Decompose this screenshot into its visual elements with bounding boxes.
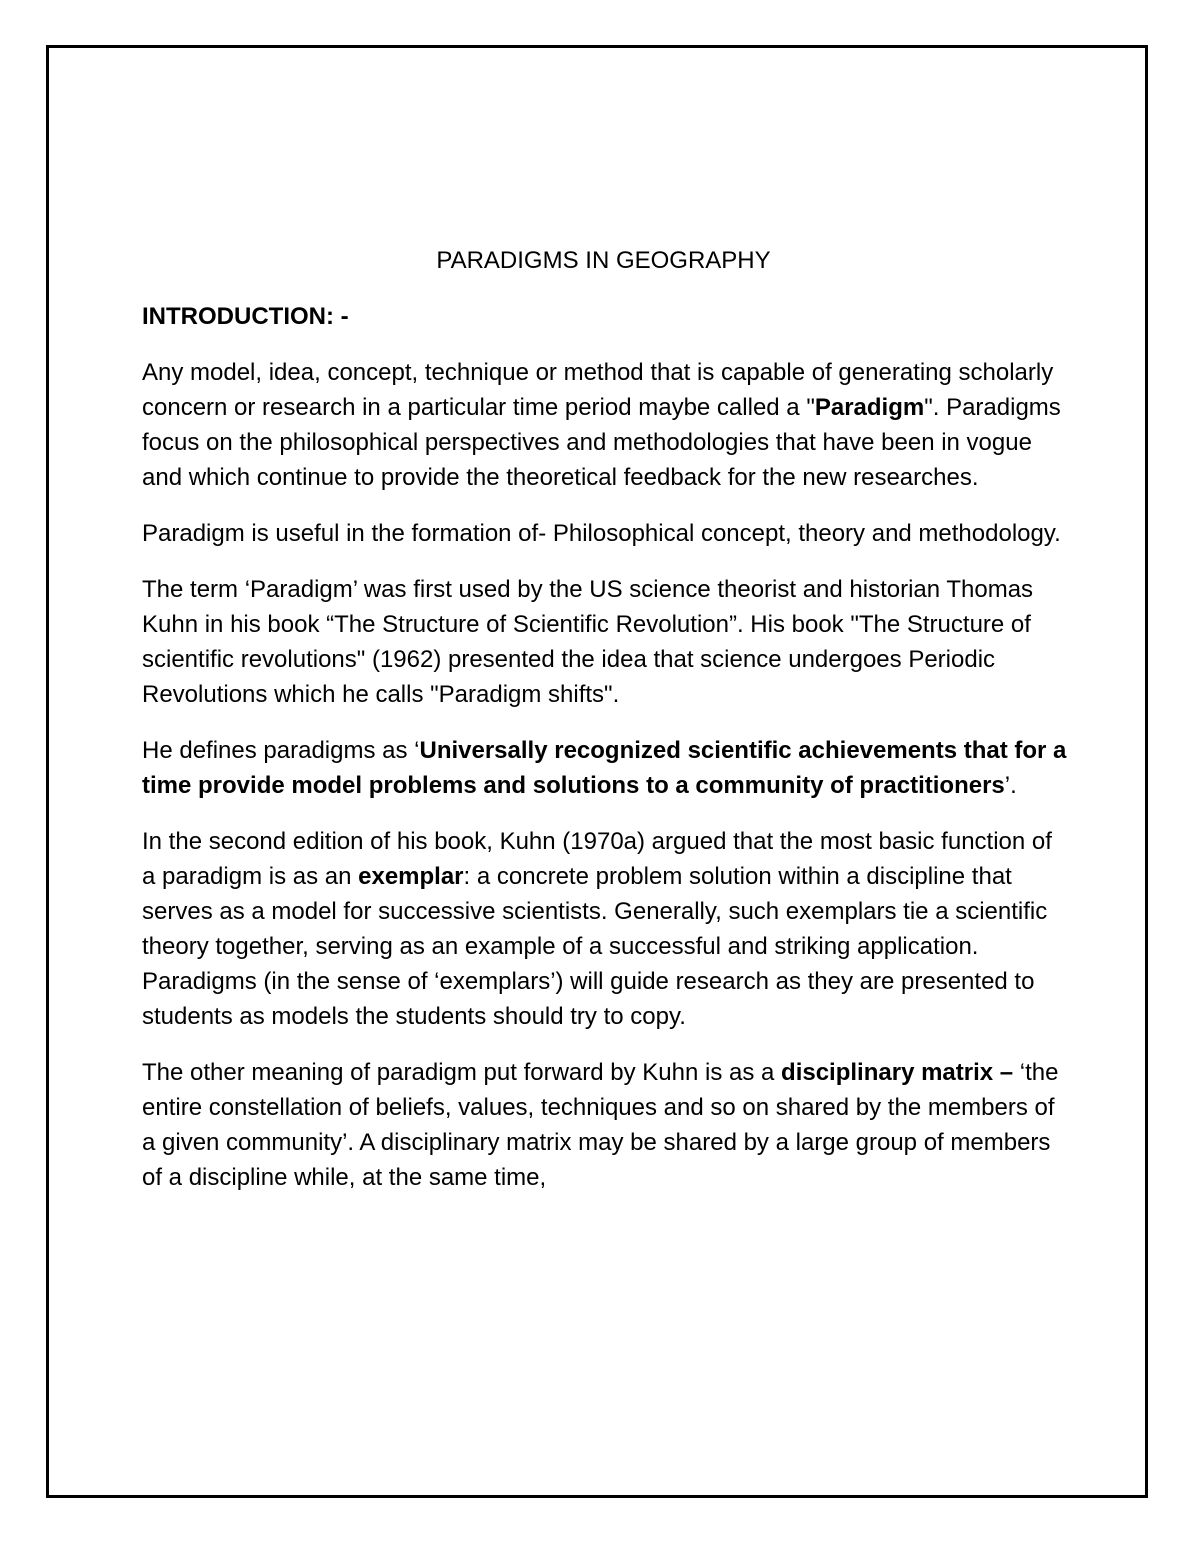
bold-term-disciplinary-matrix: disciplinary matrix – bbox=[781, 1059, 1014, 1086]
paragraph-text: Any model, idea, concept, technique or method that is capable of generating scholarly concern or research in a particular time period maybe called a " bbox=[142, 359, 1054, 421]
paragraph-disciplinary-matrix bbox=[142, 1055, 1067, 1195]
paragraph-text: He defines paradigms as ‘ bbox=[142, 737, 420, 764]
paragraph-kuhn-origin: The term ‘Paradigm’ was first used by the US science theorist and historian Thomas Kuhn in his book “The Structure of Scientific Revolution”. His book "The Structure of scientific revolutions" (1962) presented the idea that science undergoes Periodic Revolutions which he calls "Paradigm shifts". bbox=[142, 576, 1034, 708]
paragraph-exemplar bbox=[142, 824, 1067, 1034]
document-title: PARADIGMS IN GEOGRAPHY bbox=[436, 247, 771, 274]
paragraph-text: ’. bbox=[1004, 772, 1017, 799]
paragraph-text: ‘the entire constellation of beliefs, values, techniques and so on shared by the members of a given community’. A disciplinary matrix may be shared by a large group of members of a discipline while, at the same time, bbox=[142, 1059, 1059, 1191]
bold-term-exemplar: exemplar bbox=[358, 863, 464, 890]
bold-term-paradigm: Paradigm bbox=[814, 394, 925, 421]
paragraph-kuhn-definition bbox=[142, 733, 1067, 803]
paragraph-text: The other meaning of paradigm put forward by Kuhn is as a bbox=[142, 1059, 782, 1086]
document-body bbox=[142, 243, 1067, 1216]
paragraph-text: : a concrete problem solution within a discipline that serves as a model for successive scientists. Generally, such exemplars tie a scientific theory together, serving as an example of a successful and striking application. Paradigms (in the sense of ‘exemplars’) will guide research as they are presented to students as models the students should try to copy. bbox=[142, 863, 1048, 1030]
paragraph-text: ". Paradigms focus on the philosophical perspectives and methodologies that have been in vogue and which continue to provide the theoretical feedback for the new researches. bbox=[142, 394, 1061, 491]
paragraph-paradigm-usefulness: Paradigm is useful in the formation of- Philosophical concept, theory and methodology. bbox=[142, 520, 1061, 547]
paragraph-text: In the second edition of his book, Kuhn (1970a) argued that the most basic function of a paradigm is as an bbox=[142, 828, 1052, 890]
introduction-heading: INTRODUCTION: - bbox=[142, 303, 349, 330]
bold-quote-definition: Universally recognized scientific achievements that for a time provide model problems and solutions to a community of practitioners bbox=[142, 737, 1067, 799]
paragraph-paradigm-definition bbox=[142, 355, 1067, 495]
